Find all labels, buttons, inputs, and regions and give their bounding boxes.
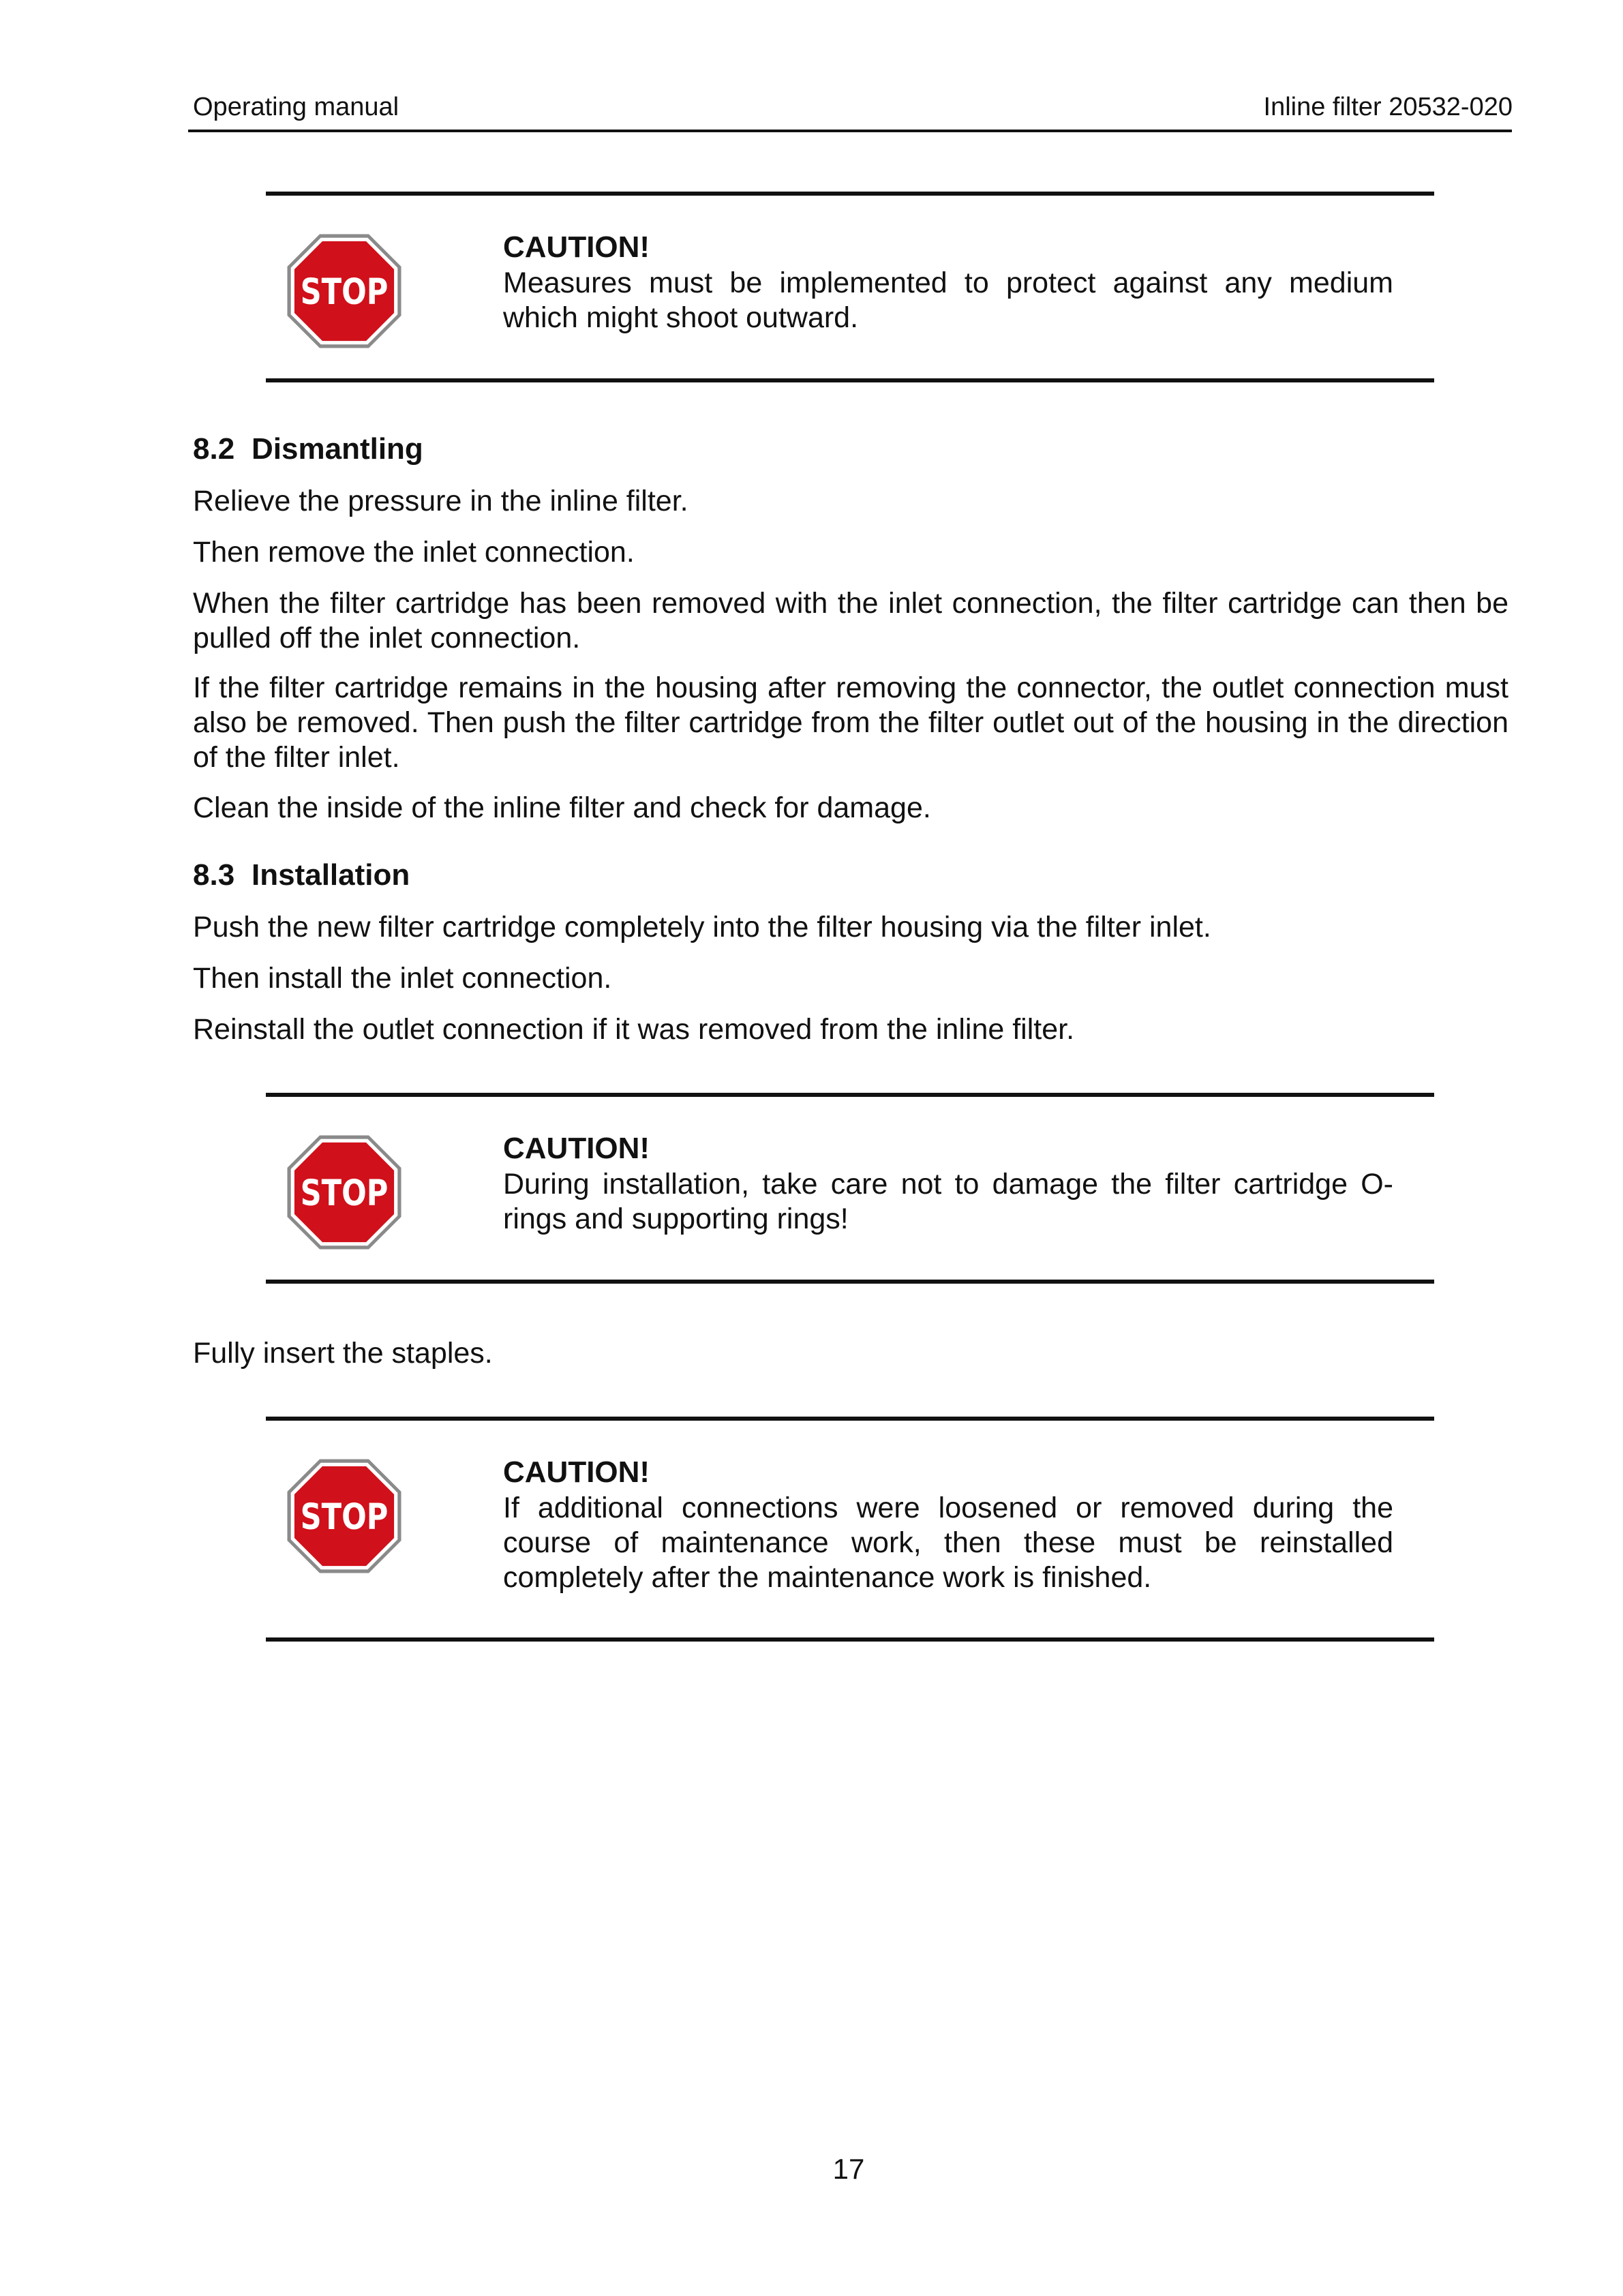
caution-box-1 bbox=[266, 192, 1434, 389]
section-title: Dismantling bbox=[252, 432, 423, 466]
caution-bottom-rule bbox=[266, 1280, 1434, 1284]
section-title: Installation bbox=[252, 858, 410, 892]
paragraph: Push the new filter cartridge completely into the filter housing via the filter inlet. bbox=[193, 911, 1211, 943]
svg-text:STOP: STOP bbox=[300, 272, 389, 314]
paragraph: Clean the inside of the inline filter and check for damage. bbox=[193, 791, 931, 824]
caution-box-3 bbox=[266, 1417, 1434, 1648]
stop-sign-icon bbox=[285, 1133, 404, 1252]
paragraph: Then install the inlet connection. bbox=[193, 962, 612, 995]
caution-text: If additional connections were loosened or removed during the course of maintenance work, then these must be reinstalled completely after the maintenance work is finished. bbox=[503, 1492, 1393, 1594]
caution-title: CAUTION! bbox=[503, 1455, 650, 1489]
caution-text: During installation, take care not to damage the filter cartridge O-rings and supporting rings! bbox=[503, 1168, 1393, 1235]
paragraph: Fully insert the staples. bbox=[193, 1337, 493, 1370]
stop-sign-icon bbox=[285, 1457, 404, 1575]
section-heading-8-3 bbox=[193, 860, 410, 890]
paragraph: When the filter cartridge has been removed with the inlet connection, the filter cartridge can then be pulled off the inlet connection. bbox=[193, 587, 1508, 654]
caution-bottom-rule bbox=[266, 1637, 1434, 1642]
page-number: 17 bbox=[832, 2153, 865, 2185]
caution-top-rule bbox=[266, 1417, 1434, 1421]
caution-bottom-rule bbox=[266, 378, 1434, 382]
paragraph: If the filter cartridge remains in the housing after removing the connector, the outlet connection must also be removed. Then push the filter cartridge from the filter outlet out of the housing in the direction of the filter inlet. bbox=[193, 671, 1508, 774]
caution-top-rule bbox=[266, 1093, 1434, 1097]
caution-box-2 bbox=[266, 1093, 1434, 1290]
svg-text:STOP: STOP bbox=[300, 1497, 389, 1539]
paragraph: Then remove the inlet connection. bbox=[193, 536, 635, 569]
paragraph: Relieve the pressure in the inline filter. bbox=[193, 485, 688, 517]
section-number: 8.2 bbox=[193, 432, 235, 466]
svg-text:STOP: STOP bbox=[300, 1173, 389, 1215]
stop-sign-icon bbox=[285, 232, 404, 350]
section-number: 8.3 bbox=[193, 858, 235, 892]
header-product-name: Inline filter 20532-020 bbox=[1263, 93, 1513, 121]
section-heading-8-2 bbox=[193, 434, 423, 464]
paragraph: Reinstall the outlet connection if it was removed from the inline filter. bbox=[193, 1013, 1075, 1046]
header-divider bbox=[188, 130, 1512, 132]
caution-title: CAUTION! bbox=[503, 1132, 650, 1165]
caution-text: Measures must be implemented to protect against any medium which might shoot outward. bbox=[503, 267, 1393, 334]
caution-top-rule bbox=[266, 192, 1434, 196]
header-document-type: Operating manual bbox=[193, 93, 399, 121]
caution-title: CAUTION! bbox=[503, 230, 650, 264]
